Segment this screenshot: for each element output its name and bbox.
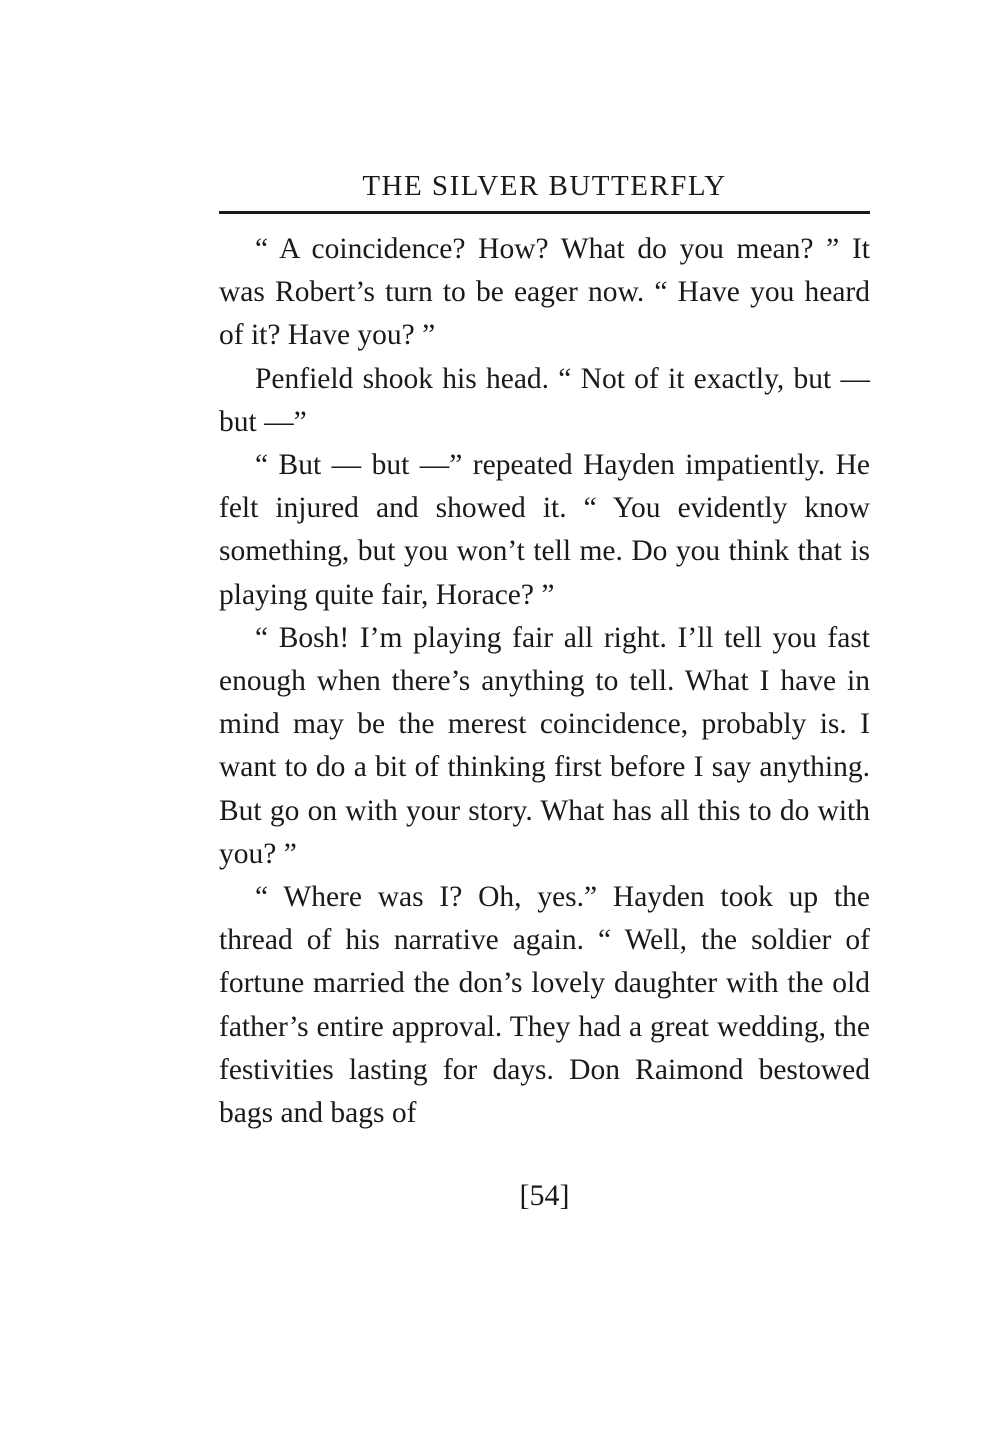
page-number: [54] [519, 1179, 570, 1212]
body-text [219, 228, 870, 1135]
header-rule [219, 211, 870, 214]
book-page [219, 168, 870, 1135]
running-head: THE SILVER BUTTERFLY [362, 170, 727, 202]
paragraph-2: Penfield shook his head. “ Not of it exactly, but — but —” [219, 362, 870, 438]
paragraph-5: “ Where was I? Oh, yes.” Hayden took up the thread of his narrative again. “ Well, the soldier of fortune married the don’s lovely daughter with the old father’s entire approval. They had a great wedding, the festivities lasting for days. Don Raimond bestowed bags and bags of [219, 881, 870, 1130]
paragraph-4: “ Bosh! I’m playing fair all right. I’ll tell you fast enough when there’s anything to tell. What I have in mind may be the merest coincidence, probably is. I want to do a bit of thinking first before I say anything. But go on with your story. What has all this to do with you? ” [219, 621, 870, 870]
paragraph-1: “ A coincidence? How? What do you mean? ” It was Robert’s turn to be eager now. “ Have you heard of it? Have you? ” [219, 233, 870, 352]
paragraph-3: “ But — but —” repeated Hayden impatiently. He felt injured and showed it. “ You evidently know something, but you won’t tell me. Do you think that is playing quite fair, Horace? ” [219, 449, 870, 611]
